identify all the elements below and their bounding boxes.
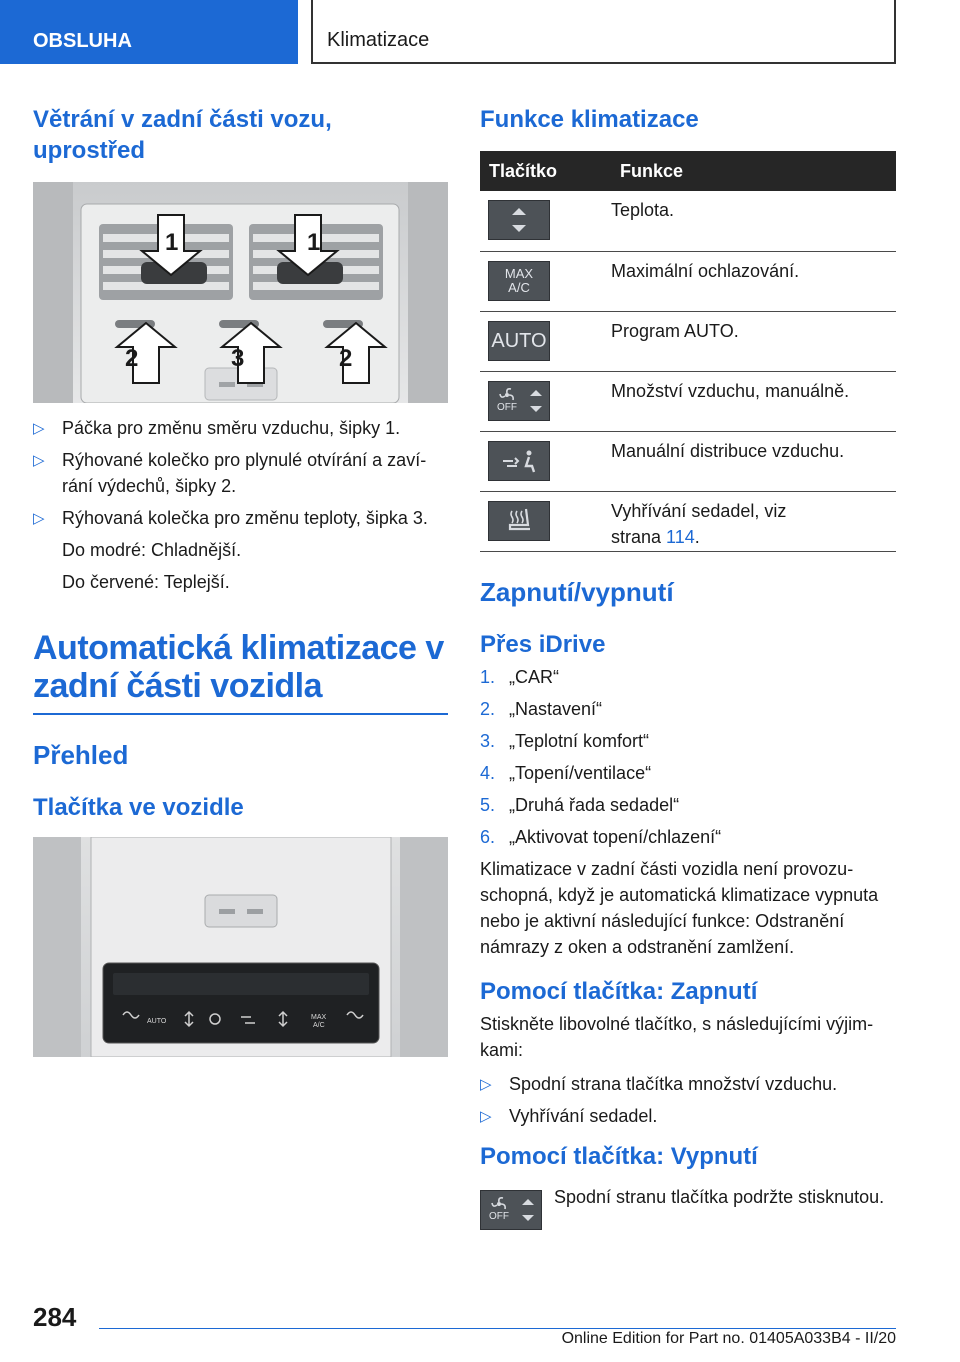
- list-item: 3. „Teplotní komfort“: [480, 730, 650, 751]
- table-row: [480, 251, 896, 311]
- column-header-button: Tlačítko: [480, 151, 611, 191]
- page-number: 284: [33, 1302, 77, 1332]
- table-cell: Teplota.: [611, 191, 896, 251]
- auto-program-icon: AUTO: [488, 321, 550, 361]
- list-item: 2. „Nastavení“: [480, 698, 603, 719]
- main-heading: Automatická klimatizace v zadní části vozidla: [33, 629, 444, 705]
- seat-heating-icon: [488, 501, 550, 541]
- triangle-bullet-icon: ▷: [33, 420, 45, 437]
- off-text: Spodní stranu tlačítka podržte stisknutou.: [554, 1186, 885, 1207]
- table-row: [480, 371, 896, 431]
- list-item: 4. „Topení/ventilace“: [480, 762, 652, 783]
- list-item: ▷ Rýhovaná kolečka pro změnu teploty, šipka 3.: [33, 505, 448, 531]
- list-item: 6. „Aktivovat topení/chlazení“: [480, 826, 722, 847]
- edition-info: Online Edition for Part no. 01405A033B4 - II/20: [561, 1330, 896, 1347]
- triangle-bullet-icon: ▷: [480, 1075, 492, 1093]
- vent-sub-red: Do červené: Teplejší.: [62, 572, 230, 592]
- vent-label-2b: 2: [339, 345, 353, 372]
- table-row: [480, 191, 896, 251]
- list-item: ▷ Páčka pro změnu směru vzduchu, šipky 1.: [33, 415, 448, 441]
- panel-photo: [33, 837, 448, 1057]
- overview-heading: Přehled: [33, 740, 129, 770]
- fan-off-icon: OFF: [488, 381, 550, 421]
- panel-label-max: MAX: [311, 1014, 327, 1021]
- idrive-note: Klimatizace v zadní části vozidla není provozuschopná, když je automatická klimatizace vypnuta nebo je aktivní následující funkce: Odstranění námrazy z oken a odstranění zamlžení.: [480, 858, 879, 957]
- off-heading: Pomocí tlačítka: Vypnutí: [480, 1142, 758, 1170]
- table-row: [480, 311, 896, 371]
- vent-label-3: 3: [231, 345, 245, 372]
- footer-rule: [99, 1328, 896, 1329]
- vent-label-1b: 1: [307, 229, 321, 256]
- page-reference-link[interactable]: 114: [666, 526, 695, 547]
- table-cell: Množství vzduchu, manuálně.: [611, 371, 896, 431]
- onoff-heading: Zapnutí/vypnutí: [480, 576, 674, 607]
- panel-label-auto: AUTO: [147, 1018, 167, 1025]
- list-item: ▷ Rýhované kolečko pro plynulé otvírání a zavírání výdechů, šipky 2.: [33, 450, 427, 496]
- vent-bullet-list: [33, 415, 448, 531]
- section-tab: OBSLUHA: [0, 0, 298, 64]
- list-item: 1. „CAR“: [480, 666, 559, 687]
- on-exceptions-list: [480, 1071, 896, 1129]
- table-cell: Program AUTO.: [611, 311, 896, 371]
- left-column: [33, 104, 448, 1057]
- vent-label-1a: 1: [165, 229, 179, 256]
- vent-illustration: [33, 182, 448, 403]
- vent-label-2a: 2: [125, 345, 139, 372]
- temperature-updown-icon: [488, 200, 550, 240]
- idrive-steps: [480, 664, 896, 850]
- table-cell: Vyhřívání sedadel, viz strana 114.: [611, 491, 896, 551]
- max-ac-icon: MAX A/C: [488, 261, 550, 301]
- on-heading: Pomocí tlačítka: Zapnutí: [480, 977, 758, 1005]
- page-header: [0, 0, 960, 66]
- fan-off-icon: OFF: [480, 1190, 542, 1230]
- buttons-heading: Tlačítka ve vozidle: [33, 794, 244, 821]
- chapter-title: Klimatizace: [311, 0, 896, 64]
- table-cell: Maximální ochlazování.: [611, 251, 896, 311]
- table-cell: Manuální distribuce vzduchu.: [611, 431, 896, 491]
- off-instruction: [480, 1184, 896, 1244]
- idrive-heading: Přes iDrive: [480, 630, 606, 658]
- vent-heading: Větrání v zadní části vozu, uprostřed: [33, 106, 332, 164]
- heading-rule: [33, 713, 448, 715]
- triangle-bullet-icon: ▷: [33, 510, 45, 527]
- on-text: Stiskněte libovolné tlačítko, s následujícími výjimkami:: [480, 1013, 874, 1060]
- page-footer: [33, 1300, 896, 1350]
- rear-panel-illustration: [33, 837, 448, 1057]
- column-header-function: Funkce: [611, 151, 896, 191]
- air-distribution-icon: [488, 441, 550, 481]
- list-item: ▷ Vyhřívání sedadel.: [480, 1103, 896, 1129]
- vent-sub-blue: Do modré: Chladnější.: [62, 540, 242, 560]
- triangle-bullet-icon: ▷: [33, 452, 45, 469]
- list-item: ▷ Spodní strana tlačítka množství vzduchu.: [480, 1071, 896, 1097]
- list-item: 5. „Druhá řada sedadel“: [480, 794, 680, 815]
- table-row: [480, 491, 896, 551]
- table-row: [480, 431, 896, 491]
- table-header-row: [480, 151, 896, 191]
- functions-heading: Funkce klimatizace: [480, 106, 699, 133]
- triangle-bullet-icon: ▷: [480, 1107, 492, 1125]
- functions-table: [480, 151, 896, 552]
- right-column: [480, 104, 896, 1244]
- vent-photo: [33, 182, 448, 403]
- panel-label-ac: A/C: [313, 1022, 325, 1029]
